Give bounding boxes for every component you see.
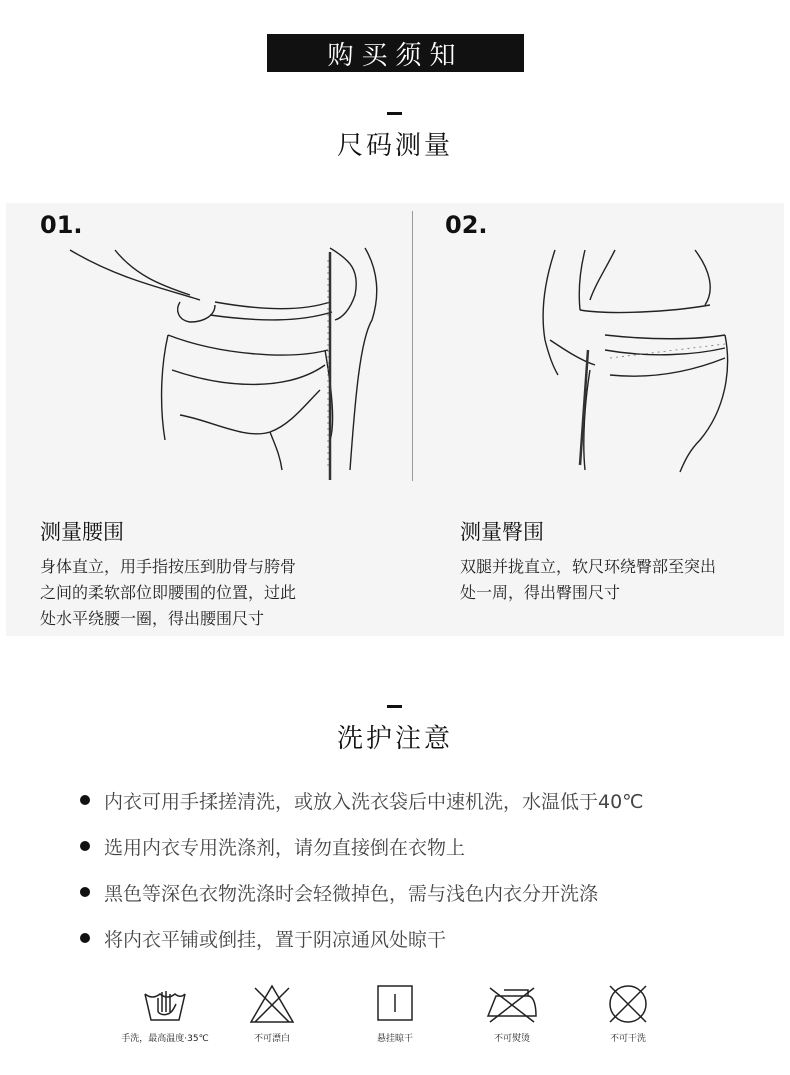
care-symbol-hang-dry — [340, 982, 450, 1044]
list-item — [80, 823, 644, 869]
panel-divider — [412, 211, 413, 481]
desc-line: 处一周，得出臀围尺寸 — [460, 583, 621, 602]
bullet-icon — [80, 841, 90, 851]
care-instruction-list — [80, 777, 644, 961]
care-symbol-no-dry-clean — [573, 982, 683, 1044]
list-item-text: 将内衣平铺或倒挂，置于阴凉通风处晾干 — [104, 928, 447, 951]
list-item — [80, 777, 644, 823]
no-dry-clean-icon — [603, 982, 653, 1026]
desc-line: 双腿并拢直立，软尺环绕臀部至突出 — [460, 557, 717, 576]
measure-desc-waist — [40, 554, 296, 632]
hand-wash-icon — [140, 982, 190, 1026]
desc-line: 处水平绕腰一圈，得出腰围尺寸 — [40, 609, 265, 628]
hang-dry-icon — [370, 982, 420, 1026]
care-label: 不可漂白 — [253, 1034, 290, 1044]
care-symbol-no-bleach — [217, 982, 327, 1044]
no-bleach-icon — [247, 982, 297, 1026]
care-symbol-hand-wash — [110, 982, 220, 1044]
waist-measure-illustration — [60, 240, 390, 485]
care-label: 悬挂晾干 — [376, 1034, 413, 1044]
section-title-care: 洗护注意 — [336, 724, 453, 754]
care-label: 不可干洗 — [609, 1034, 646, 1044]
bullet-icon — [80, 933, 90, 943]
care-symbol-no-iron — [457, 982, 567, 1044]
hip-measure-illustration — [520, 240, 740, 485]
measure-title-waist: 测量腰围 — [40, 520, 124, 544]
measure-desc-hip — [460, 554, 716, 606]
bullet-icon — [80, 795, 90, 805]
care-label: 手洗，最高温度·35℃ — [121, 1034, 209, 1044]
bullet-icon — [80, 887, 90, 897]
desc-line: 之间的柔软部位即腰围的位置，过此 — [40, 583, 297, 602]
page-title: 购买须知 — [327, 40, 464, 71]
step-number-2: 02. — [445, 211, 488, 239]
measure-title-hip: 测量臀围 — [460, 520, 544, 544]
desc-line: 身体直立，用手指按压到肋骨与胯骨 — [40, 557, 297, 576]
list-item — [80, 869, 644, 915]
step-number-1: 01. — [40, 211, 83, 239]
list-item-text: 选用内衣专用洗涤剂，请勿直接倒在衣物上 — [104, 836, 466, 859]
care-label: 不可熨烫 — [493, 1034, 530, 1044]
list-item-text: 内衣可用手揉搓清洗，或放入洗衣袋后中速机洗，水温低于40℃ — [104, 790, 644, 813]
page-title-banner — [267, 34, 524, 72]
section-title-size: 尺码测量 — [336, 131, 453, 161]
no-iron-icon — [484, 982, 540, 1026]
title-dash — [387, 112, 402, 115]
list-item — [80, 915, 644, 961]
title-dash — [387, 705, 402, 708]
list-item-text: 黑色等深色衣物洗涤时会轻微掉色，需与浅色内衣分开洗涤 — [104, 882, 599, 905]
